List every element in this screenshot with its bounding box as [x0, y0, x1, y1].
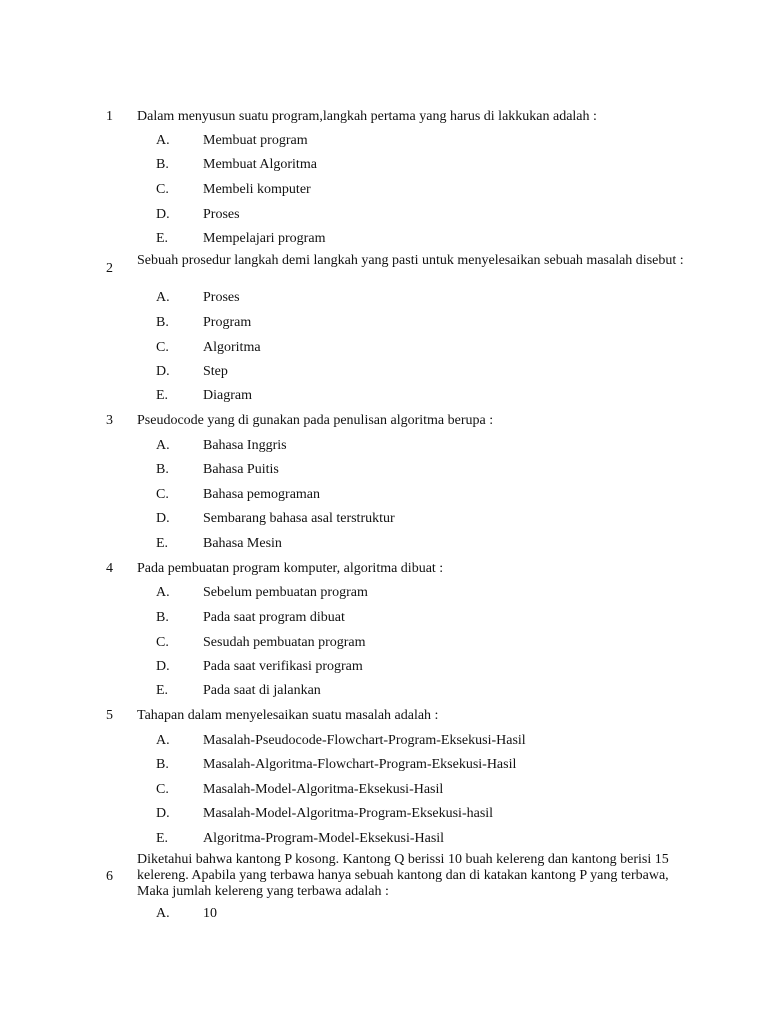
- question-2-option-e-letter: E.: [156, 388, 169, 403]
- question-2-option-a-text: Proses: [203, 290, 240, 305]
- question-3-option-a-letter: A.: [156, 438, 170, 453]
- question-3-text: Pseudocode yang di gunakan pada penulisan algoritma berupa :: [137, 413, 494, 428]
- question-2-option-e-text: Diagram: [203, 388, 252, 403]
- question-3-number: 3: [106, 413, 113, 428]
- question-3-option-d-letter: D.: [156, 511, 170, 526]
- question-3-option-b-text: Bahasa Puitis: [203, 462, 279, 477]
- question-4-option-a-text: Sebelum pembuatan program: [203, 585, 368, 600]
- question-3-option-c-letter: C.: [156, 487, 169, 502]
- question-5-option-a-letter: A.: [156, 733, 170, 748]
- question-3-option-a-text: Bahasa Inggris: [203, 438, 287, 453]
- question-1-option-d-text: Proses: [203, 207, 240, 222]
- question-6-number: 6: [106, 869, 113, 884]
- question-2-option-d-text: Step: [203, 364, 228, 379]
- question-2-option-c-text: Algoritma: [203, 340, 261, 355]
- question-2-option-c-letter: C.: [156, 340, 169, 355]
- question-6-text: Diketahui bahwa kantong P kosong. Kantong Q berissi 10 buah kelereng dan kantong berisi 15 kelereng. Apabila yang terbawa hanya sebuah kantong dan di katakan kantong P yang terbawa, Maka jumlah kelereng yang terbawa adalah :: [137, 852, 669, 899]
- question-5-option-b-text: Masalah-Algoritma-Flowchart-Program-Eksekusi-Hasil: [203, 757, 517, 772]
- question-5-text: Tahapan dalam menyelesaikan suatu masalah adalah :: [137, 708, 439, 723]
- question-1-option-c-text: Membeli komputer: [203, 182, 311, 197]
- question-5-option-e-text: Algoritma-Program-Model-Eksekusi-Hasil: [203, 831, 445, 846]
- question-1-option-d-letter: D.: [156, 207, 170, 222]
- question-5-option-c-text: Masalah-Model-Algoritma-Eksekusi-Hasil: [203, 782, 444, 797]
- question-5-option-d-letter: D.: [156, 806, 170, 821]
- question-4-option-e-text: Pada saat di jalankan: [203, 683, 321, 698]
- question-1-option-b-text: Membuat Algoritma: [203, 157, 317, 172]
- question-5-option-c-letter: C.: [156, 782, 169, 797]
- question-2-text: Sebuah prosedur langkah demi langkah yang pasti untuk menyelesaikan sebuah masalah disebut :: [137, 253, 684, 268]
- question-1-option-a-letter: A.: [156, 133, 170, 148]
- question-1-option-e-text: Mempelajari program: [203, 231, 326, 246]
- question-4-option-e-letter: E.: [156, 683, 169, 698]
- question-4-text: Pada pembuatan program komputer, algoritma dibuat :: [137, 561, 444, 576]
- question-5-option-e-letter: E.: [156, 831, 169, 846]
- question-2-option-d-letter: D.: [156, 364, 170, 379]
- question-1-number: 1: [106, 109, 113, 124]
- question-4-number: 4: [106, 561, 113, 576]
- question-5-option-a-text: Masalah-Pseudocode-Flowchart-Program-Eksekusi-Hasil: [203, 733, 526, 748]
- question-2-option-b-letter: B.: [156, 315, 169, 330]
- question-2-option-a-letter: A.: [156, 290, 170, 305]
- question-2-number: 2: [106, 261, 113, 276]
- question-3-option-c-text: Bahasa pemograman: [203, 487, 321, 502]
- question-1-option-c-letter: C.: [156, 182, 169, 197]
- question-4-option-c-letter: C.: [156, 635, 169, 650]
- question-5-option-d-text: Masalah-Model-Algoritma-Program-Eksekusi-hasil: [203, 806, 494, 821]
- question-1-option-a-text: Membuat program: [203, 133, 308, 148]
- question-3-option-e-letter: E.: [156, 536, 169, 551]
- question-4-option-d-letter: D.: [156, 659, 170, 674]
- question-4-option-a-letter: A.: [156, 585, 170, 600]
- question-4-option-c-text: Sesudah pembuatan program: [203, 635, 366, 650]
- question-1-option-e-letter: E.: [156, 231, 169, 246]
- question-6-option-a-text: 10: [203, 906, 217, 921]
- question-4-option-b-text: Pada saat program dibuat: [203, 610, 345, 625]
- question-2-option-b-text: Program: [203, 315, 252, 330]
- question-3-option-b-letter: B.: [156, 462, 169, 477]
- question-1-option-b-letter: B.: [156, 157, 169, 172]
- question-6-option-a-letter: A.: [156, 906, 170, 921]
- question-3-option-e-text: Bahasa Mesin: [203, 536, 282, 551]
- question-5-number: 5: [106, 708, 113, 723]
- question-3-option-d-text: Sembarang bahasa asal terstruktur: [203, 511, 395, 526]
- question-5-option-b-letter: B.: [156, 757, 169, 772]
- question-4-option-d-text: Pada saat verifikasi program: [203, 659, 363, 674]
- question-1-text: Dalam menyusun suatu program,langkah pertama yang harus di lakkukan adalah :: [137, 109, 597, 124]
- question-4-option-b-letter: B.: [156, 610, 169, 625]
